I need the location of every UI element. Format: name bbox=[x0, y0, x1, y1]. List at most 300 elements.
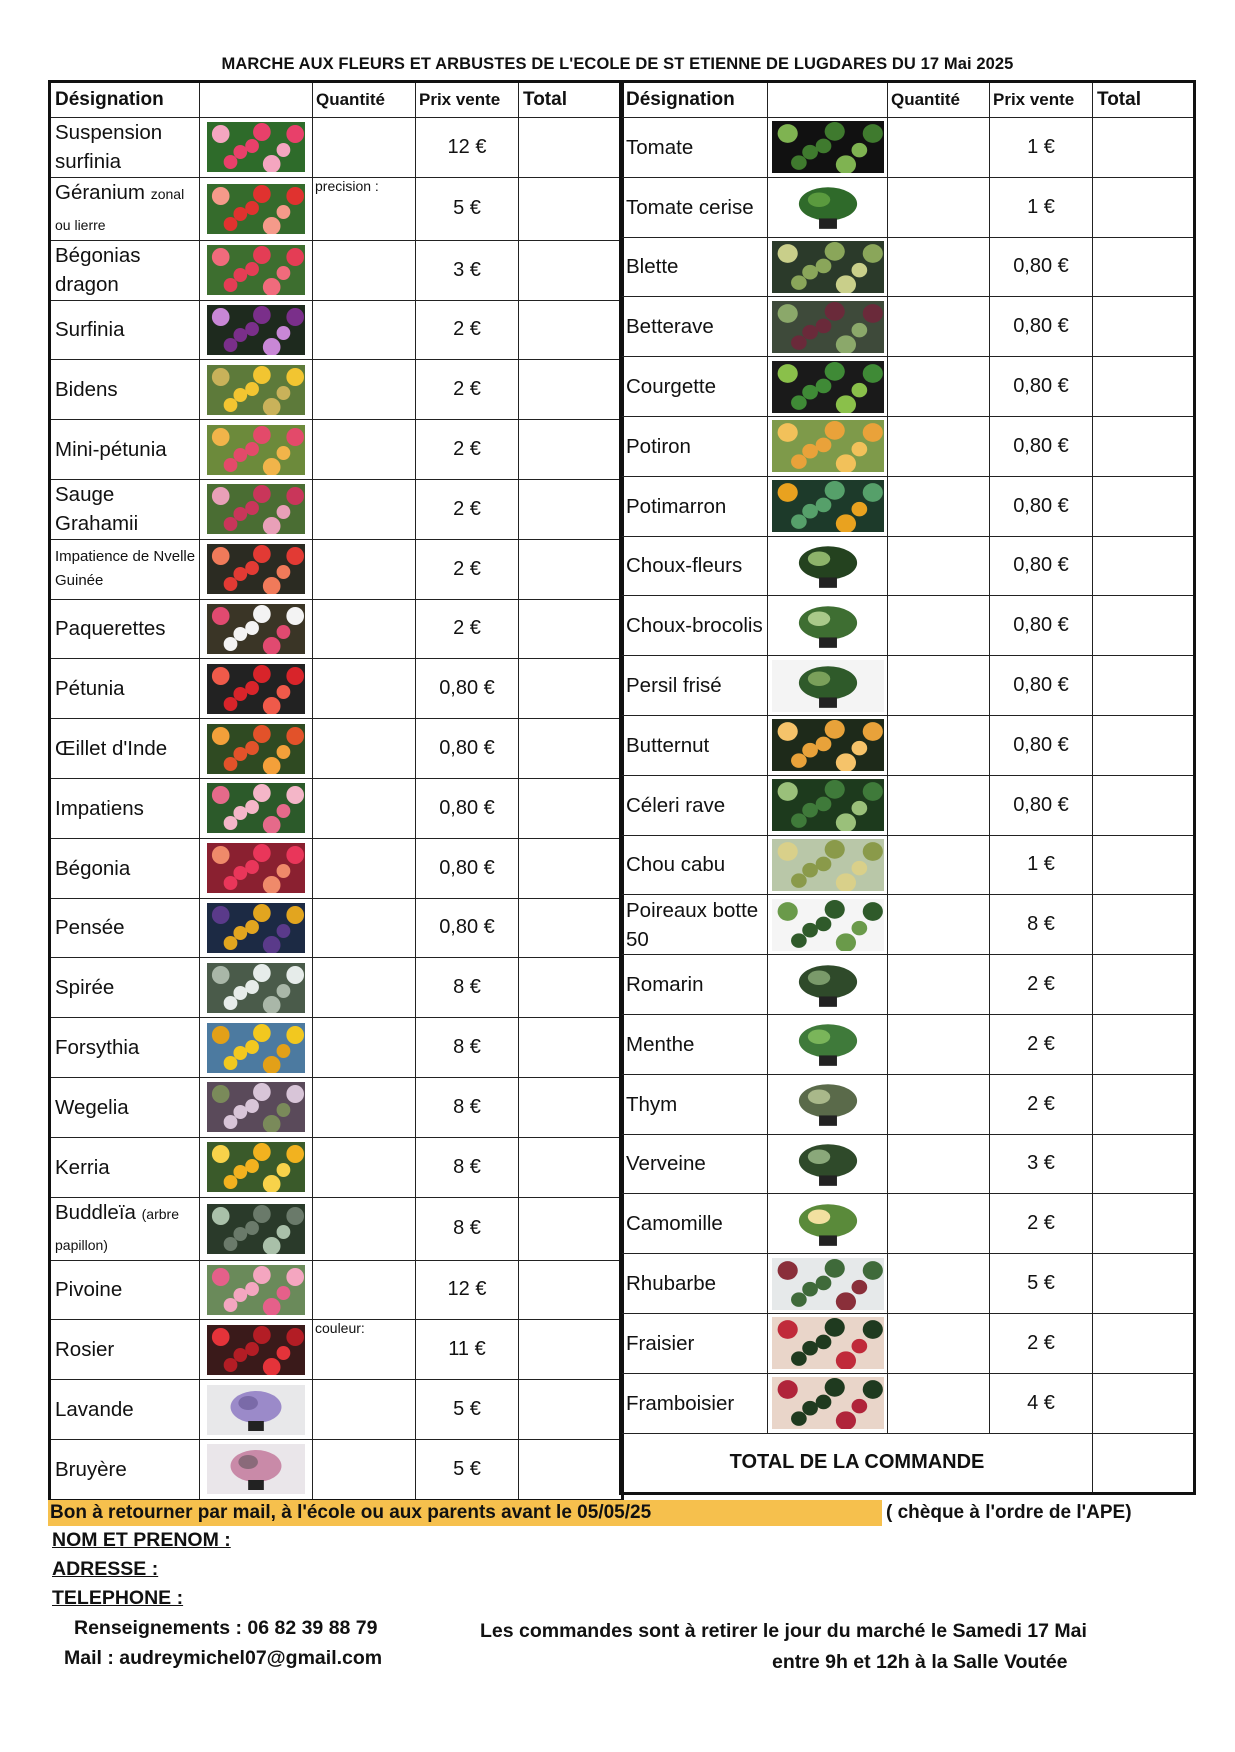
total-cell[interactable] bbox=[1093, 1313, 1195, 1373]
courgette-icon bbox=[768, 357, 888, 417]
item-designation bbox=[50, 1260, 200, 1320]
item-designation bbox=[621, 656, 768, 716]
quantity-cell[interactable] bbox=[313, 1197, 416, 1260]
item-name: Bruyère bbox=[55, 1457, 127, 1481]
total-cell[interactable] bbox=[1093, 476, 1195, 536]
item-designation bbox=[621, 357, 768, 417]
table-row bbox=[621, 416, 1195, 476]
col-header-total: Total bbox=[1093, 82, 1195, 118]
pivoine-icon bbox=[200, 1260, 313, 1320]
rose-icon bbox=[200, 1320, 313, 1380]
item-designation bbox=[621, 118, 768, 178]
page-title: MARCHE AUX FLEURS ET ARBUSTES DE L'ECOLE DE ST ETIENNE DE LUGDARES DU 17 Mai 2025 bbox=[221, 55, 1014, 73]
total-cell[interactable] bbox=[519, 420, 623, 480]
table-row bbox=[50, 1137, 623, 1197]
bruyere-icon bbox=[200, 1439, 313, 1500]
total-cell[interactable] bbox=[1093, 715, 1195, 775]
begonia-icon bbox=[200, 240, 313, 300]
total-cell[interactable] bbox=[1093, 1134, 1195, 1194]
table-row bbox=[50, 118, 623, 178]
price-cell: 8 € bbox=[416, 1137, 519, 1197]
betterave-icon bbox=[768, 297, 888, 357]
item-name: Impatiens bbox=[55, 796, 144, 820]
table-row bbox=[50, 958, 623, 1018]
quantity-cell[interactable] bbox=[888, 1014, 990, 1074]
item-designation bbox=[621, 596, 768, 656]
total-cell[interactable] bbox=[519, 1320, 623, 1380]
quantity-cell[interactable] bbox=[313, 958, 416, 1018]
item-name: Potiron bbox=[626, 434, 691, 458]
price-cell: 2 € bbox=[416, 539, 519, 599]
total-cell[interactable] bbox=[519, 360, 623, 420]
quantity-cell[interactable] bbox=[888, 895, 990, 955]
item-designation bbox=[621, 1074, 768, 1134]
table-row bbox=[50, 1018, 623, 1078]
table-row bbox=[50, 1320, 623, 1380]
item-designation bbox=[621, 1014, 768, 1074]
table-row bbox=[621, 297, 1195, 357]
price-cell: 5 € bbox=[416, 177, 519, 240]
total-cell[interactable] bbox=[519, 539, 623, 599]
contact-phone: Renseignements : 06 82 39 88 79 bbox=[74, 1617, 378, 1639]
item-name: Sauge Grahamii bbox=[55, 483, 139, 536]
wegelia-icon bbox=[200, 1077, 313, 1137]
quantity-cell[interactable] bbox=[313, 599, 416, 659]
price-cell: 2 € bbox=[990, 1074, 1093, 1134]
quantity-note: precision : bbox=[315, 177, 379, 194]
price-cell: 0,80 € bbox=[416, 838, 519, 898]
quantity-cell[interactable] bbox=[888, 177, 990, 237]
total-cell[interactable] bbox=[1093, 895, 1195, 955]
quantity-cell[interactable] bbox=[313, 118, 416, 178]
oeillet-icon bbox=[200, 719, 313, 779]
total-cell[interactable] bbox=[519, 958, 623, 1018]
quantity-cell[interactable] bbox=[313, 420, 416, 480]
return-note: Bon à retourner par mail, à l'école ou aux parents avant le 05/05/25 bbox=[48, 1500, 882, 1526]
quantity-cell[interactable] bbox=[888, 715, 990, 775]
table-row bbox=[50, 420, 623, 480]
table-row bbox=[621, 237, 1195, 297]
price-cell: 2 € bbox=[416, 300, 519, 360]
item-designation bbox=[621, 1194, 768, 1254]
price-cell: 5 € bbox=[416, 1439, 519, 1500]
total-cell[interactable] bbox=[519, 898, 623, 958]
item-designation bbox=[50, 1077, 200, 1137]
total-cell[interactable] bbox=[519, 300, 623, 360]
total-cell[interactable] bbox=[1093, 357, 1195, 417]
quantity-cell[interactable] bbox=[313, 1320, 416, 1380]
contact-mail[interactable]: Mail : audreymichel07@gmail.com bbox=[64, 1647, 383, 1669]
price-cell: 12 € bbox=[416, 1260, 519, 1320]
item-designation bbox=[621, 297, 768, 357]
item-name: Céleri rave bbox=[626, 793, 726, 817]
table-row bbox=[50, 177, 623, 240]
thym-icon bbox=[768, 1074, 888, 1134]
item-designation bbox=[621, 715, 768, 775]
item-designation bbox=[50, 719, 200, 779]
total-cell[interactable] bbox=[1093, 955, 1195, 1015]
col-header-total: Total bbox=[519, 82, 623, 118]
total-cell[interactable] bbox=[519, 479, 623, 539]
total-cell[interactable] bbox=[519, 118, 623, 178]
item-name: Tomate cerise bbox=[626, 195, 754, 219]
total-cell[interactable] bbox=[519, 778, 623, 838]
pickup-line-1: Les commandes sont à retirer le jour du marché le Samedi 17 Mai bbox=[480, 1620, 1087, 1642]
table-row bbox=[621, 596, 1195, 656]
item-designation bbox=[50, 360, 200, 420]
price-cell: 0,80 € bbox=[416, 659, 519, 719]
quantity-cell[interactable] bbox=[313, 898, 416, 958]
table-row bbox=[621, 177, 1195, 237]
table-row bbox=[50, 360, 623, 420]
quantity-cell[interactable] bbox=[888, 536, 990, 596]
table-row bbox=[621, 536, 1195, 596]
item-designation bbox=[621, 237, 768, 297]
flower-basket-icon bbox=[200, 118, 313, 178]
price-cell: 0,80 € bbox=[990, 656, 1093, 716]
name-field-label: NOM ET PRENOM : bbox=[52, 1529, 231, 1551]
total-cell[interactable] bbox=[519, 1077, 623, 1137]
total-cell[interactable] bbox=[1093, 1194, 1195, 1254]
price-cell: 8 € bbox=[416, 958, 519, 1018]
total-cell[interactable] bbox=[519, 240, 623, 300]
col-header-prix: Prix vente bbox=[416, 82, 519, 118]
quantity-cell[interactable] bbox=[888, 1134, 990, 1194]
item-name: Bidens bbox=[55, 378, 118, 402]
item-name: Rhubarbe bbox=[626, 1272, 717, 1296]
item-name: Buddleïa bbox=[55, 1200, 136, 1224]
quantity-cell[interactable] bbox=[313, 1018, 416, 1078]
table-row bbox=[50, 898, 623, 958]
tomato-plant-icon bbox=[768, 118, 888, 178]
quantity-cell[interactable] bbox=[313, 1380, 416, 1440]
table-row bbox=[50, 659, 623, 719]
item-designation bbox=[50, 659, 200, 719]
cherry-tomato-plant-icon bbox=[768, 177, 888, 237]
mini-petunia-icon bbox=[200, 420, 313, 480]
col-header-designation: Désignation bbox=[621, 82, 768, 118]
table-row bbox=[621, 1313, 1195, 1373]
brocoli-icon bbox=[768, 596, 888, 656]
begonia-flower-icon bbox=[200, 838, 313, 898]
item-designation bbox=[621, 476, 768, 536]
quantity-cell[interactable] bbox=[888, 1373, 990, 1433]
item-name: Butternut bbox=[626, 733, 710, 757]
quantity-cell[interactable] bbox=[888, 476, 990, 536]
item-name: Bégonia bbox=[55, 856, 131, 880]
chou-fleur-icon bbox=[768, 536, 888, 596]
price-cell: 2 € bbox=[990, 955, 1093, 1015]
quantity-cell[interactable] bbox=[313, 360, 416, 420]
table-row bbox=[621, 775, 1195, 835]
table-row bbox=[621, 118, 1195, 178]
item-name: Pensée bbox=[55, 916, 125, 940]
item-name: Forsythia bbox=[55, 1036, 140, 1060]
total-cell[interactable] bbox=[1093, 1074, 1195, 1134]
celeri-icon bbox=[768, 775, 888, 835]
item-name: Pétunia bbox=[55, 677, 125, 701]
table-row bbox=[50, 479, 623, 539]
quantity-cell[interactable] bbox=[313, 719, 416, 779]
item-name: Choux-brocolis bbox=[626, 614, 763, 638]
paquerettes-icon bbox=[200, 599, 313, 659]
table-row bbox=[50, 719, 623, 779]
pickup-line-2: entre 9h et 12h à la Salle Voutée bbox=[772, 1651, 1068, 1673]
quantity-cell[interactable] bbox=[313, 838, 416, 898]
poireaux-icon bbox=[768, 895, 888, 955]
item-designation bbox=[50, 1018, 200, 1078]
framboisier-icon bbox=[768, 1373, 888, 1433]
table-row bbox=[50, 300, 623, 360]
order-table-vegetables bbox=[619, 80, 1196, 1495]
item-designation bbox=[50, 1137, 200, 1197]
price-cell: 0,80 € bbox=[990, 596, 1093, 656]
total-cell[interactable] bbox=[519, 1380, 623, 1440]
item-designation bbox=[621, 416, 768, 476]
quantity-cell[interactable] bbox=[888, 1254, 990, 1314]
quantity-cell[interactable] bbox=[888, 297, 990, 357]
price-cell: 8 € bbox=[416, 1018, 519, 1078]
item-designation bbox=[621, 895, 768, 955]
price-cell: 3 € bbox=[990, 1134, 1093, 1194]
item-name: Blette bbox=[626, 255, 679, 279]
item-designation bbox=[50, 1380, 200, 1440]
total-cell[interactable] bbox=[1093, 656, 1195, 716]
table-row bbox=[621, 476, 1195, 536]
quantity-cell[interactable] bbox=[313, 479, 416, 539]
item-designation bbox=[621, 775, 768, 835]
grand-total-cell[interactable] bbox=[1093, 1433, 1195, 1494]
item-designation bbox=[621, 536, 768, 596]
item-name: Bégonias dragon bbox=[55, 244, 141, 297]
item-designation bbox=[50, 539, 200, 599]
impatience-icon bbox=[200, 539, 313, 599]
total-cell[interactable] bbox=[1093, 775, 1195, 835]
item-name: Tomate bbox=[626, 135, 694, 159]
col-header-image bbox=[200, 82, 313, 118]
item-designation bbox=[50, 420, 200, 480]
quantity-cell[interactable] bbox=[888, 1194, 990, 1254]
item-name: Betterave bbox=[626, 315, 714, 339]
price-cell: 0,80 € bbox=[416, 778, 519, 838]
item-designation bbox=[50, 479, 200, 539]
quantity-cell[interactable] bbox=[888, 955, 990, 1015]
table-row bbox=[621, 357, 1195, 417]
total-cell[interactable] bbox=[519, 1197, 623, 1260]
item-name: Lavande bbox=[55, 1398, 134, 1422]
total-cell[interactable] bbox=[1093, 177, 1195, 237]
table-row bbox=[621, 955, 1195, 1015]
price-cell: 1 € bbox=[990, 118, 1093, 178]
table-row bbox=[50, 1380, 623, 1440]
total-cell[interactable] bbox=[1093, 297, 1195, 357]
total-cell[interactable] bbox=[519, 177, 623, 240]
col-header-quantite: Quantité bbox=[888, 82, 990, 118]
order-table-flowers bbox=[48, 80, 624, 1502]
quantity-cell[interactable] bbox=[313, 300, 416, 360]
table-row bbox=[621, 1014, 1195, 1074]
camomille-icon bbox=[768, 1194, 888, 1254]
price-cell: 2 € bbox=[990, 1014, 1093, 1074]
quantity-cell[interactable] bbox=[313, 1077, 416, 1137]
col-header-prix: Prix vente bbox=[990, 82, 1093, 118]
item-name: Impatience de Nvelle Guinée bbox=[55, 548, 196, 590]
quantity-cell[interactable] bbox=[888, 596, 990, 656]
item-name: Spirée bbox=[55, 976, 115, 1000]
table-row bbox=[50, 539, 623, 599]
quantity-cell[interactable] bbox=[888, 118, 990, 178]
price-cell: 1 € bbox=[990, 835, 1093, 895]
total-cell[interactable] bbox=[1093, 1014, 1195, 1074]
total-cell[interactable] bbox=[519, 1137, 623, 1197]
quantity-cell[interactable] bbox=[313, 1260, 416, 1320]
total-cell[interactable] bbox=[519, 1260, 623, 1320]
quantity-cell[interactable] bbox=[313, 778, 416, 838]
item-name: Kerria bbox=[55, 1155, 110, 1179]
quantity-cell[interactable] bbox=[313, 1137, 416, 1197]
total-cell[interactable] bbox=[1093, 1373, 1195, 1433]
phone-field-label: TELEPHONE : bbox=[52, 1587, 184, 1609]
quantity-cell[interactable] bbox=[888, 357, 990, 417]
total-cell[interactable] bbox=[1093, 237, 1195, 297]
buddleia-icon bbox=[200, 1197, 313, 1260]
quantity-cell[interactable] bbox=[313, 659, 416, 719]
price-cell: 0,80 € bbox=[990, 357, 1093, 417]
quantity-cell[interactable] bbox=[313, 1439, 416, 1500]
table-row bbox=[621, 1373, 1195, 1433]
table-row bbox=[50, 1077, 623, 1137]
item-designation bbox=[50, 1320, 200, 1380]
item-name: Framboisier bbox=[626, 1391, 735, 1415]
price-cell: 0,80 € bbox=[416, 719, 519, 779]
item-name: Courgette bbox=[626, 375, 717, 399]
potimarron-icon bbox=[768, 476, 888, 536]
item-name: Verveine bbox=[626, 1152, 706, 1176]
price-cell: 0,80 € bbox=[990, 775, 1093, 835]
price-cell: 0,80 € bbox=[990, 237, 1093, 297]
item-name: Paquerettes bbox=[55, 617, 166, 641]
price-cell: 1 € bbox=[990, 177, 1093, 237]
table-row bbox=[621, 835, 1195, 895]
total-label: TOTAL DE LA COMMANDE bbox=[621, 1433, 1093, 1494]
item-name: Rosier bbox=[55, 1338, 115, 1362]
total-cell[interactable] bbox=[519, 838, 623, 898]
item-designation bbox=[50, 599, 200, 659]
surfinia-icon bbox=[200, 300, 313, 360]
total-cell[interactable] bbox=[1093, 1254, 1195, 1314]
total-cell[interactable] bbox=[519, 599, 623, 659]
quantity-cell[interactable] bbox=[888, 1074, 990, 1134]
total-cell[interactable] bbox=[519, 1439, 623, 1500]
item-designation bbox=[621, 835, 768, 895]
price-cell: 2 € bbox=[990, 1313, 1093, 1373]
price-cell: 8 € bbox=[990, 895, 1093, 955]
item-designation bbox=[621, 1373, 768, 1433]
quantity-cell[interactable] bbox=[888, 1313, 990, 1373]
item-designation bbox=[621, 1134, 768, 1194]
price-cell: 11 € bbox=[416, 1320, 519, 1380]
table-row bbox=[50, 778, 623, 838]
price-cell: 0,80 € bbox=[990, 715, 1093, 775]
quantity-cell[interactable] bbox=[313, 240, 416, 300]
quantity-cell[interactable] bbox=[313, 177, 416, 240]
table-row bbox=[50, 240, 623, 300]
total-cell[interactable] bbox=[1093, 416, 1195, 476]
total-cell[interactable] bbox=[519, 659, 623, 719]
price-cell: 2 € bbox=[990, 1194, 1093, 1254]
item-designation bbox=[50, 300, 200, 360]
chou-cabu-icon bbox=[768, 835, 888, 895]
table-row bbox=[50, 1197, 623, 1260]
price-cell: 0,80 € bbox=[990, 536, 1093, 596]
table-row bbox=[621, 715, 1195, 775]
total-cell[interactable] bbox=[519, 719, 623, 779]
item-name: Mini-pétunia bbox=[55, 438, 167, 462]
item-designation bbox=[621, 955, 768, 1015]
quantity-cell[interactable] bbox=[313, 539, 416, 599]
item-designation bbox=[50, 898, 200, 958]
price-cell: 0,80 € bbox=[990, 297, 1093, 357]
item-name: Wegelia bbox=[55, 1095, 129, 1119]
item-name: Poireaux botte 50 bbox=[626, 898, 759, 951]
item-name: Choux-fleurs bbox=[626, 554, 743, 578]
item-designation bbox=[50, 958, 200, 1018]
total-cell[interactable] bbox=[1093, 835, 1195, 895]
persil-icon bbox=[768, 656, 888, 716]
price-cell: 2 € bbox=[416, 479, 519, 539]
bidens-icon bbox=[200, 360, 313, 420]
item-name: Fraisier bbox=[626, 1331, 695, 1355]
fraisier-icon bbox=[768, 1313, 888, 1373]
total-cell[interactable] bbox=[519, 1018, 623, 1078]
spiree-icon bbox=[200, 958, 313, 1018]
price-cell: 8 € bbox=[416, 1077, 519, 1137]
kerria-icon bbox=[200, 1137, 313, 1197]
quantity-cell[interactable] bbox=[888, 237, 990, 297]
total-cell[interactable] bbox=[1093, 596, 1195, 656]
quantity-cell[interactable] bbox=[888, 416, 990, 476]
item-name: Chou cabu bbox=[626, 853, 726, 877]
quantity-cell[interactable] bbox=[888, 835, 990, 895]
table-row bbox=[621, 895, 1195, 955]
item-designation bbox=[50, 240, 200, 300]
cheque-note: ( chèque à l'ordre de l'APE) bbox=[886, 1502, 1132, 1523]
table-row bbox=[50, 1439, 623, 1500]
total-cell[interactable] bbox=[1093, 118, 1195, 178]
quantity-cell[interactable] bbox=[888, 656, 990, 716]
col-header-designation: Désignation bbox=[50, 82, 200, 118]
item-name: Thym bbox=[626, 1092, 678, 1116]
item-designation bbox=[621, 177, 768, 237]
total-cell[interactable] bbox=[1093, 536, 1195, 596]
quantity-cell[interactable] bbox=[888, 775, 990, 835]
geranium-icon bbox=[200, 177, 313, 240]
item-name: Camomille bbox=[626, 1212, 723, 1236]
table-row bbox=[50, 838, 623, 898]
menthe-icon bbox=[768, 1014, 888, 1074]
item-name: Pivoine bbox=[55, 1278, 123, 1302]
item-designation bbox=[50, 778, 200, 838]
sauge-icon bbox=[200, 479, 313, 539]
price-cell: 2 € bbox=[416, 360, 519, 420]
item-name: Romarin bbox=[626, 973, 704, 997]
price-cell: 5 € bbox=[416, 1380, 519, 1440]
item-name: Géranium bbox=[55, 180, 146, 204]
price-cell: 2 € bbox=[416, 420, 519, 480]
item-name: Menthe bbox=[626, 1032, 695, 1056]
table-row bbox=[50, 599, 623, 659]
price-cell: 4 € bbox=[990, 1373, 1093, 1433]
